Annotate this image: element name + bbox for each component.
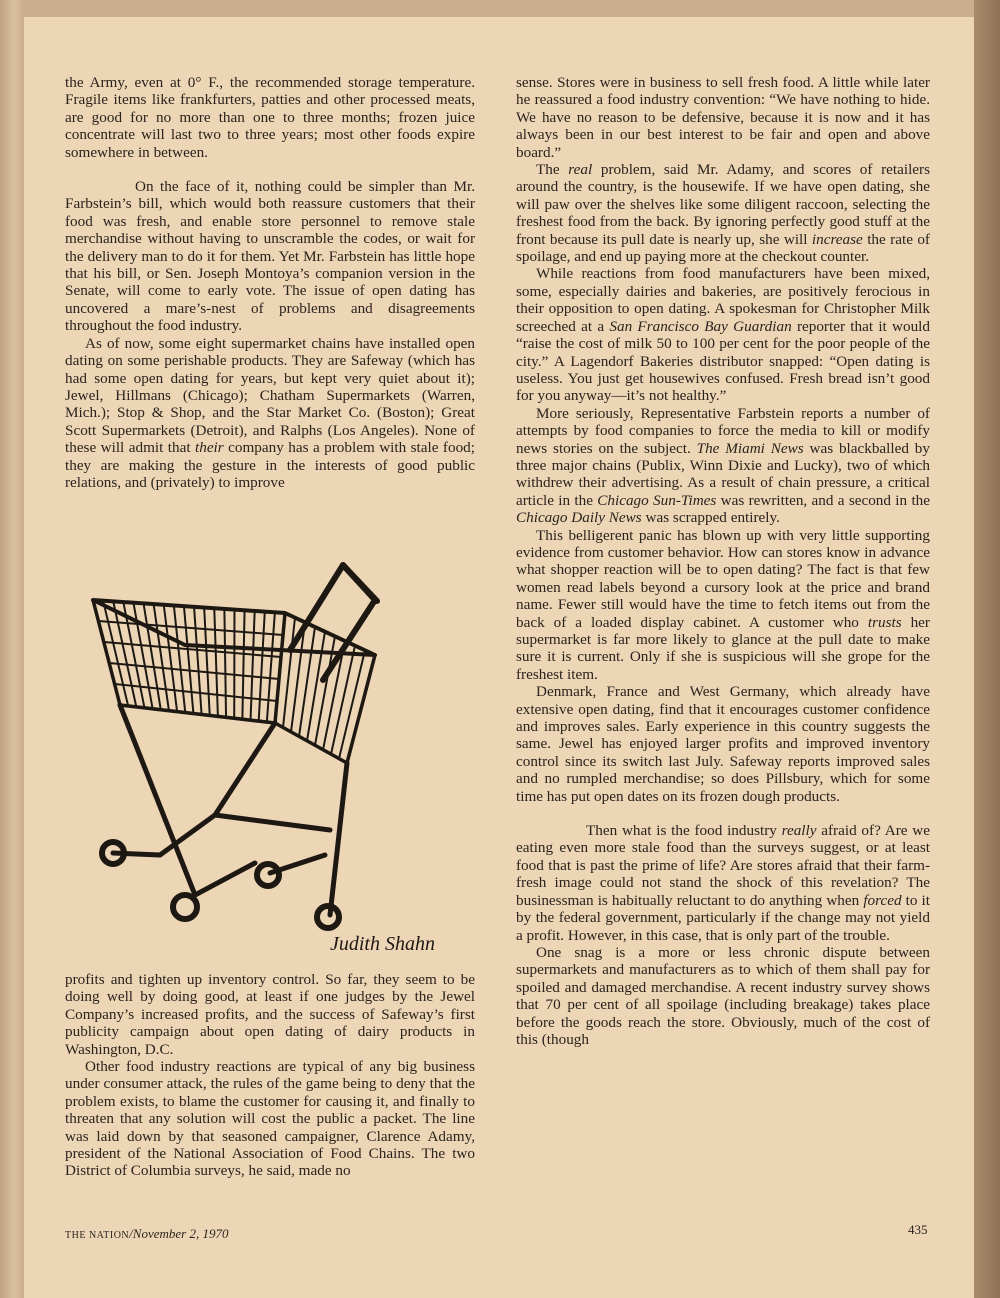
- publication-name: THE NATION: [65, 1230, 130, 1241]
- page-number: 435: [908, 1222, 928, 1237]
- article-paragraph: While reactions from food manufacturers have been mixed, some, especially dairies and bakeries, are positively ferocious in their opposition to open dating. A spokesman for Christopher Milk screeched at a San Francisco Bay Guardian reporter that it would “raise the cost of milk 50 to 100 per cent for the poor people of the city.” A Lagendorf Bakeries distributor snapped: “Open dating is useless. You just get housewives confused. Fresh bread isn’t good for you anyway—it’s not healthy.”: [516, 265, 930, 405]
- left-column-top: [65, 74, 475, 491]
- article-paragraph: Then what is the food industry really afraid of? Are we eating even more stale food than the surveys suggest, or at least food that is past the prime of life? Are stores afraid that their farm-fresh image could not stand the shock of this revelation? The businessman is habitually reluctant to do anything when forced to it by the federal government, particularly if the change may not yield a profit. However, in this case, that is only part of the trouble.: [516, 822, 930, 944]
- article-paragraph: The real problem, said Mr. Adamy, and scores of retailers around the country, is the housewife. If we have open dating, she will paw over the shelves like some diligent raccoon, selecting the freshest food from the back. By ignoring perfectly good stuff at the front because its pull date is nearly up, she will increase the rate of spoilage, and end up paying more at the checkout counter.: [516, 161, 930, 266]
- article-paragraph: profits and tighten up inventory control. So far, they seem to be doing well by doing good, at least if one judges by the Jewel Company’s increased profits, and the success of Safeway’s first publicity campaign about open dating of dairy products in Washington, D.C.: [65, 971, 475, 1058]
- article-paragraph: the Army, even at 0° F., the recommended storage temperature. Fragile items like frankfurters, patties and other processed meats, are good for no more than one to three months; frozen juice concentrate will last two to three years; most other foods expire somewhere in between.: [65, 74, 475, 161]
- article-paragraph: sense. Stores were in business to sell fresh food. A little while later he reassured a food industry convention: “We have nothing to hide. We have no reason to be defensive, because it is now and it has always been in our best interest to be fair and open and above board.”: [516, 74, 930, 161]
- binding-edge: [974, 0, 1000, 1298]
- footer-publication: [65, 1226, 228, 1242]
- shopping-cart-illustration: [85, 555, 475, 965]
- article-paragraph: This belligerent panic has blown up with very little supporting evidence from customer behavior. How can stores know in advance what shopper reaction will be to open dating? The fact is that few women read labels beyond a cursory look at the price and brand name. Fewer still would have the time to fetch items out from the back of a loaded display cabinet. A customer who trusts her supermarket is far more likely to glance at the pull date to make sure it is current. Only if she is suspicious will she grope for the freshest item.: [516, 526, 930, 683]
- right-column: [516, 74, 930, 1048]
- article-paragraph: Other food industry reactions are typical of any big business under consumer attack, the rules of the game being to deny that the problem exists, to blame the customer for causing it, and finally to threaten that any solution will cost the public a packet. The line was laid down by that seasoned campaigner, Clarence Adamy, president of the National Association of Food Chains. The two District of Columbia surveys, he said, made no: [65, 1058, 475, 1180]
- adjacent-page-edge: [0, 0, 24, 1298]
- article-paragraph: On the face of it, nothing could be simpler than Mr. Farbstein’s bill, which would both reassure customers that their food was fresh, and enable store personnel to remove stale merchandise without having to unscramble the codes, or wait for the delivery man to do it for them. Yet Mr. Farbstein has little hope that his bill, or Sen. Joseph Montoya’s companion version in the Senate, will come to early vote. The issue of open dating has uncovered a mare’s-nest of problems and disagreements throughout the food industry.: [65, 178, 475, 335]
- left-column-bottom: [65, 971, 475, 1180]
- article-paragraph: As of now, some eight supermarket chains have installed open dating on some perishable products. They are Safeway (which has had some open dating for years, but kept very quiet about it); Jewel, Hillmans (Chicago); Chatham Supermarkets (Warren, Mich.); Stop & Shop, and the Star Market Co. (Boston); Great Scott Supermarkets (Detroit), and Ralphs (Los Angeles). None of these will admit that their company has a problem with stale food; they are making the gesture in the interests of good public relations, and (privately) to improve: [65, 334, 475, 491]
- article-paragraph: Denmark, France and West Germany, which already have extensive open dating, find that it encourages customer confidence and improves sales. Early experience in this country suggests the same. Jewel has enjoyed larger profits and improved inventory control since its switch last July. Safeway reports improved sales and no rumpled merchandise; so does Pillsbury, which for some time has put open dates on its frozen dough products.: [516, 683, 930, 805]
- article-paragraph: More seriously, Representative Farbstein reports a number of attempts by food companies to force the media to kill or modify news stories on the subject. The Miami News was blackballed by three major chains (Publix, Winn Dixie and Lucky), two of which withdrew their advertising. As a result of chain pressure, a critical article in the Chicago Sun-Times was rewritten, and a second in the Chicago Daily News was scrapped entirely.: [516, 404, 930, 527]
- artist-signature: Judith Shahn: [330, 933, 435, 955]
- article-paragraph: One snag is a more or less chronic dispute between supermarkets and manufacturers as to which of them shall pay for spoiled and damaged merchandise. A recent industry survey shows that 70 per cent of all spoilage (including breakage) takes place before the goods reach the store. Obviously, much of the cost of this (though: [516, 943, 930, 1048]
- issue-date: /November 2, 1970: [129, 1226, 229, 1241]
